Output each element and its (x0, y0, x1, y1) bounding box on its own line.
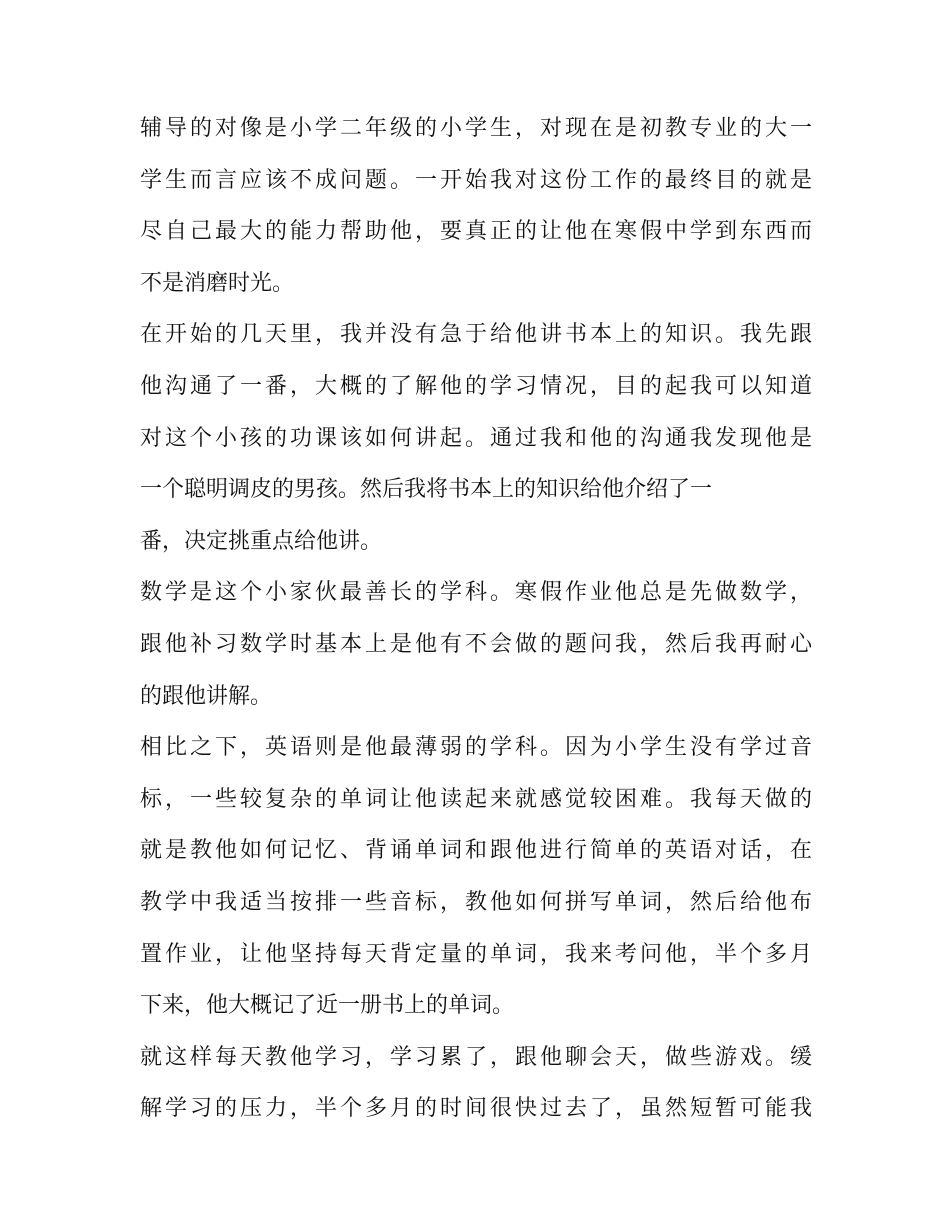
paragraph (140, 103, 812, 309)
text-line: 在开始的几天里，我并没有急于给他讲书本上的知识。我先跟 (140, 322, 812, 348)
paragraph (140, 309, 812, 567)
text-line: 他沟通了一番，大概的了解他的学习情况，目的起我可以知道 (140, 373, 812, 399)
paragraph (140, 567, 812, 722)
text-line: 的跟他讲解。 (140, 683, 273, 709)
document-body (140, 103, 812, 1135)
text-line: 就是教他如何记忆、背诵单词和跟他进行简单的英语对话，在 (140, 838, 812, 864)
text-line: 番，决定挑重点给他讲。 (140, 528, 383, 554)
text-line: 不是消磨时光。 (140, 270, 295, 296)
text-line: 学生而言应该不成问题。一开始我对这份工作的最终目的就是 (140, 167, 812, 193)
text-line: 数学是这个小家伙最善长的学科。寒假作业他总是先做数学， (140, 580, 812, 606)
text-line: 跟他补习数学时基本上是他有不会做的题问我，然后我再耐心 (140, 631, 812, 657)
text-line: 解学习的压力，半个多月的时间很快过去了，虽然短暂可能我 (140, 1096, 812, 1122)
text-line: 尽自己最大的能力帮助他，要真正的让他在寒假中学到东西而 (140, 219, 812, 245)
text-line: 下来，他大概记了近一册书上的单词。 (140, 993, 515, 1019)
text-line: 教学中我适当按排一些音标，教他如何拼写单词，然后给他布 (140, 889, 812, 915)
text-line: 辅导的对像是小学二年级的小学生，对现在是初教专业的大一 (140, 116, 812, 141)
paragraph (140, 1032, 812, 1135)
text-line: 对这个小孩的功课该如何讲起。通过我和他的沟通我发现他是 (140, 425, 812, 451)
text-line: 置作业，让他坚持每天背定量的单词，我来考问他，半个多月 (140, 941, 812, 967)
text-line: 一个聪明调皮的男孩。然后我将书本上的知识给他介绍了一 (140, 477, 713, 503)
text-line: 标，一些较复杂的单词让他读起来就感觉较困难。我每天做的 (140, 786, 812, 812)
text-line: 就这样每天教他学习，学习累了，跟他聊会天，做些游戏。缓 (140, 1044, 812, 1070)
paragraph (140, 722, 812, 1032)
text-line: 相比之下，英语则是他最薄弱的学科。因为小学生没有学过音 (140, 735, 812, 761)
